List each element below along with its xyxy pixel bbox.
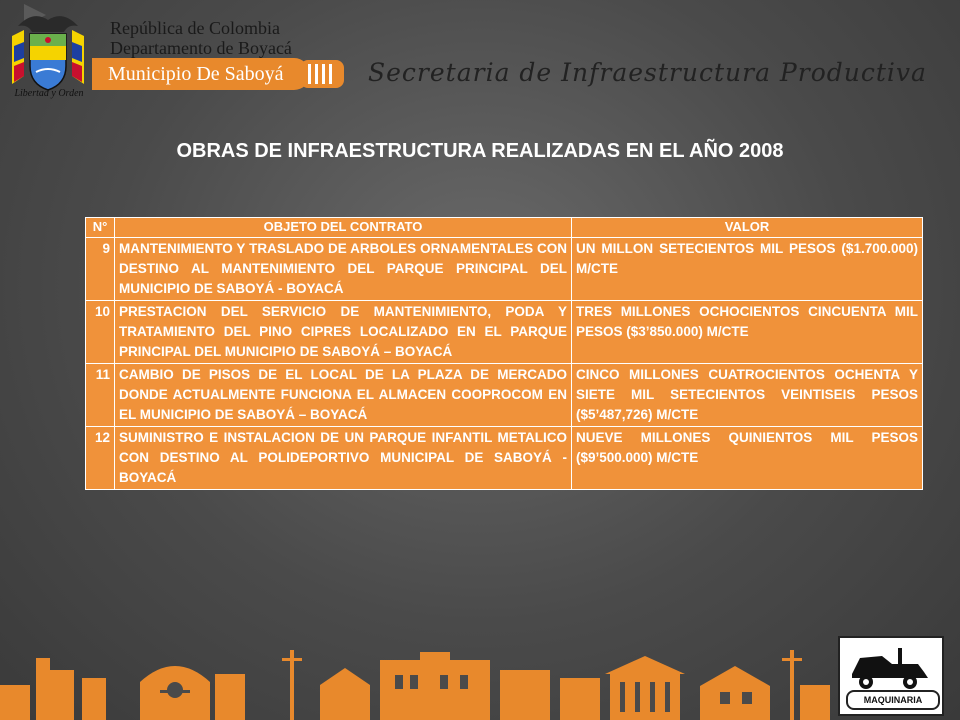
flag-stripes-icon bbox=[300, 60, 344, 88]
bulldozer-icon bbox=[848, 644, 934, 692]
municipality-name: Municipio De Saboyá bbox=[108, 63, 284, 85]
row-valor: TRES MILLONES OCHOCIENTOS CINCUENTA MIL PESOS ($3’850.000) M/CTE bbox=[572, 301, 923, 364]
town-skyline-icon bbox=[0, 630, 960, 720]
crest-motto: Libertad y Orden bbox=[14, 88, 84, 99]
row-objeto: PRESTACION DEL SERVICIO DE MANTENIMIENTO, PODA Y TRATAMIENTO DEL PINO CIPRES LOCALIZADO EN EL PARQUE PRINCIPAL DEL MUNICIPIO DE SABOYÁ – BOYACÁ bbox=[115, 301, 572, 364]
row-valor: CINCO MILLONES CUATROCIENTOS OCHENTA Y SIETE MIL SETECIENTOS VEINTISEIS PESOS ($5’487,726) M/CTE bbox=[572, 364, 923, 427]
row-objeto: MANTENIMIENTO Y TRASLADO DE ARBOLES ORNAMENTALES CON DESTINO AL MANTENIMIENTO DEL PARQUE PRINCIPAL DEL MUNICIPIO DE SABOYÁ - BOYACÁ bbox=[115, 238, 572, 301]
contracts-table bbox=[85, 217, 923, 490]
table-row bbox=[86, 301, 923, 364]
table-row bbox=[86, 427, 923, 490]
row-valor: NUEVE MILLONES QUINIENTOS MIL PESOS ($9’500.000) M/CTE bbox=[572, 427, 923, 490]
table-row bbox=[86, 364, 923, 427]
maquinaria-badge bbox=[838, 636, 944, 716]
header-objeto: OBJETO DEL CONTRATO bbox=[115, 218, 572, 238]
secretaria-name: Secretaria de Infraestructura Productiva bbox=[368, 58, 927, 87]
republic-name: República de Colombia bbox=[110, 18, 280, 38]
row-valor: UN MILLON SETECIENTOS MIL PESOS ($1.700.000) M/CTE bbox=[572, 238, 923, 301]
row-num: 10 bbox=[86, 301, 115, 364]
header-valor: VALOR bbox=[572, 218, 923, 238]
page-title: OBRAS DE INFRAESTRUCTURA REALIZADAS EN EL AÑO 2008 bbox=[176, 140, 784, 162]
header-num: N° bbox=[86, 218, 115, 238]
department-name: Departamento de Boyacá bbox=[110, 38, 292, 58]
row-num: 12 bbox=[86, 427, 115, 490]
row-objeto: SUMINISTRO E INSTALACION DE UN PARQUE INFANTIL METALICO CON DESTINO AL POLIDEPORTIVO MUNICIPAL DE SABOYÁ - BOYACÁ bbox=[115, 427, 572, 490]
table-header-row bbox=[86, 218, 923, 238]
maquinaria-label: MAQUINARIA bbox=[846, 690, 940, 710]
row-num: 9 bbox=[86, 238, 115, 301]
header bbox=[0, 0, 960, 110]
row-objeto: CAMBIO DE PISOS DE EL LOCAL DE LA PLAZA DE MERCADO DONDE ACTUALMENTE FUNCIONA EL ALMACEN COOPROCOM EN EL MUNICIPIO DE SABOYÁ – BOYACÁ bbox=[115, 364, 572, 427]
row-num: 11 bbox=[86, 364, 115, 427]
table-row bbox=[86, 238, 923, 301]
